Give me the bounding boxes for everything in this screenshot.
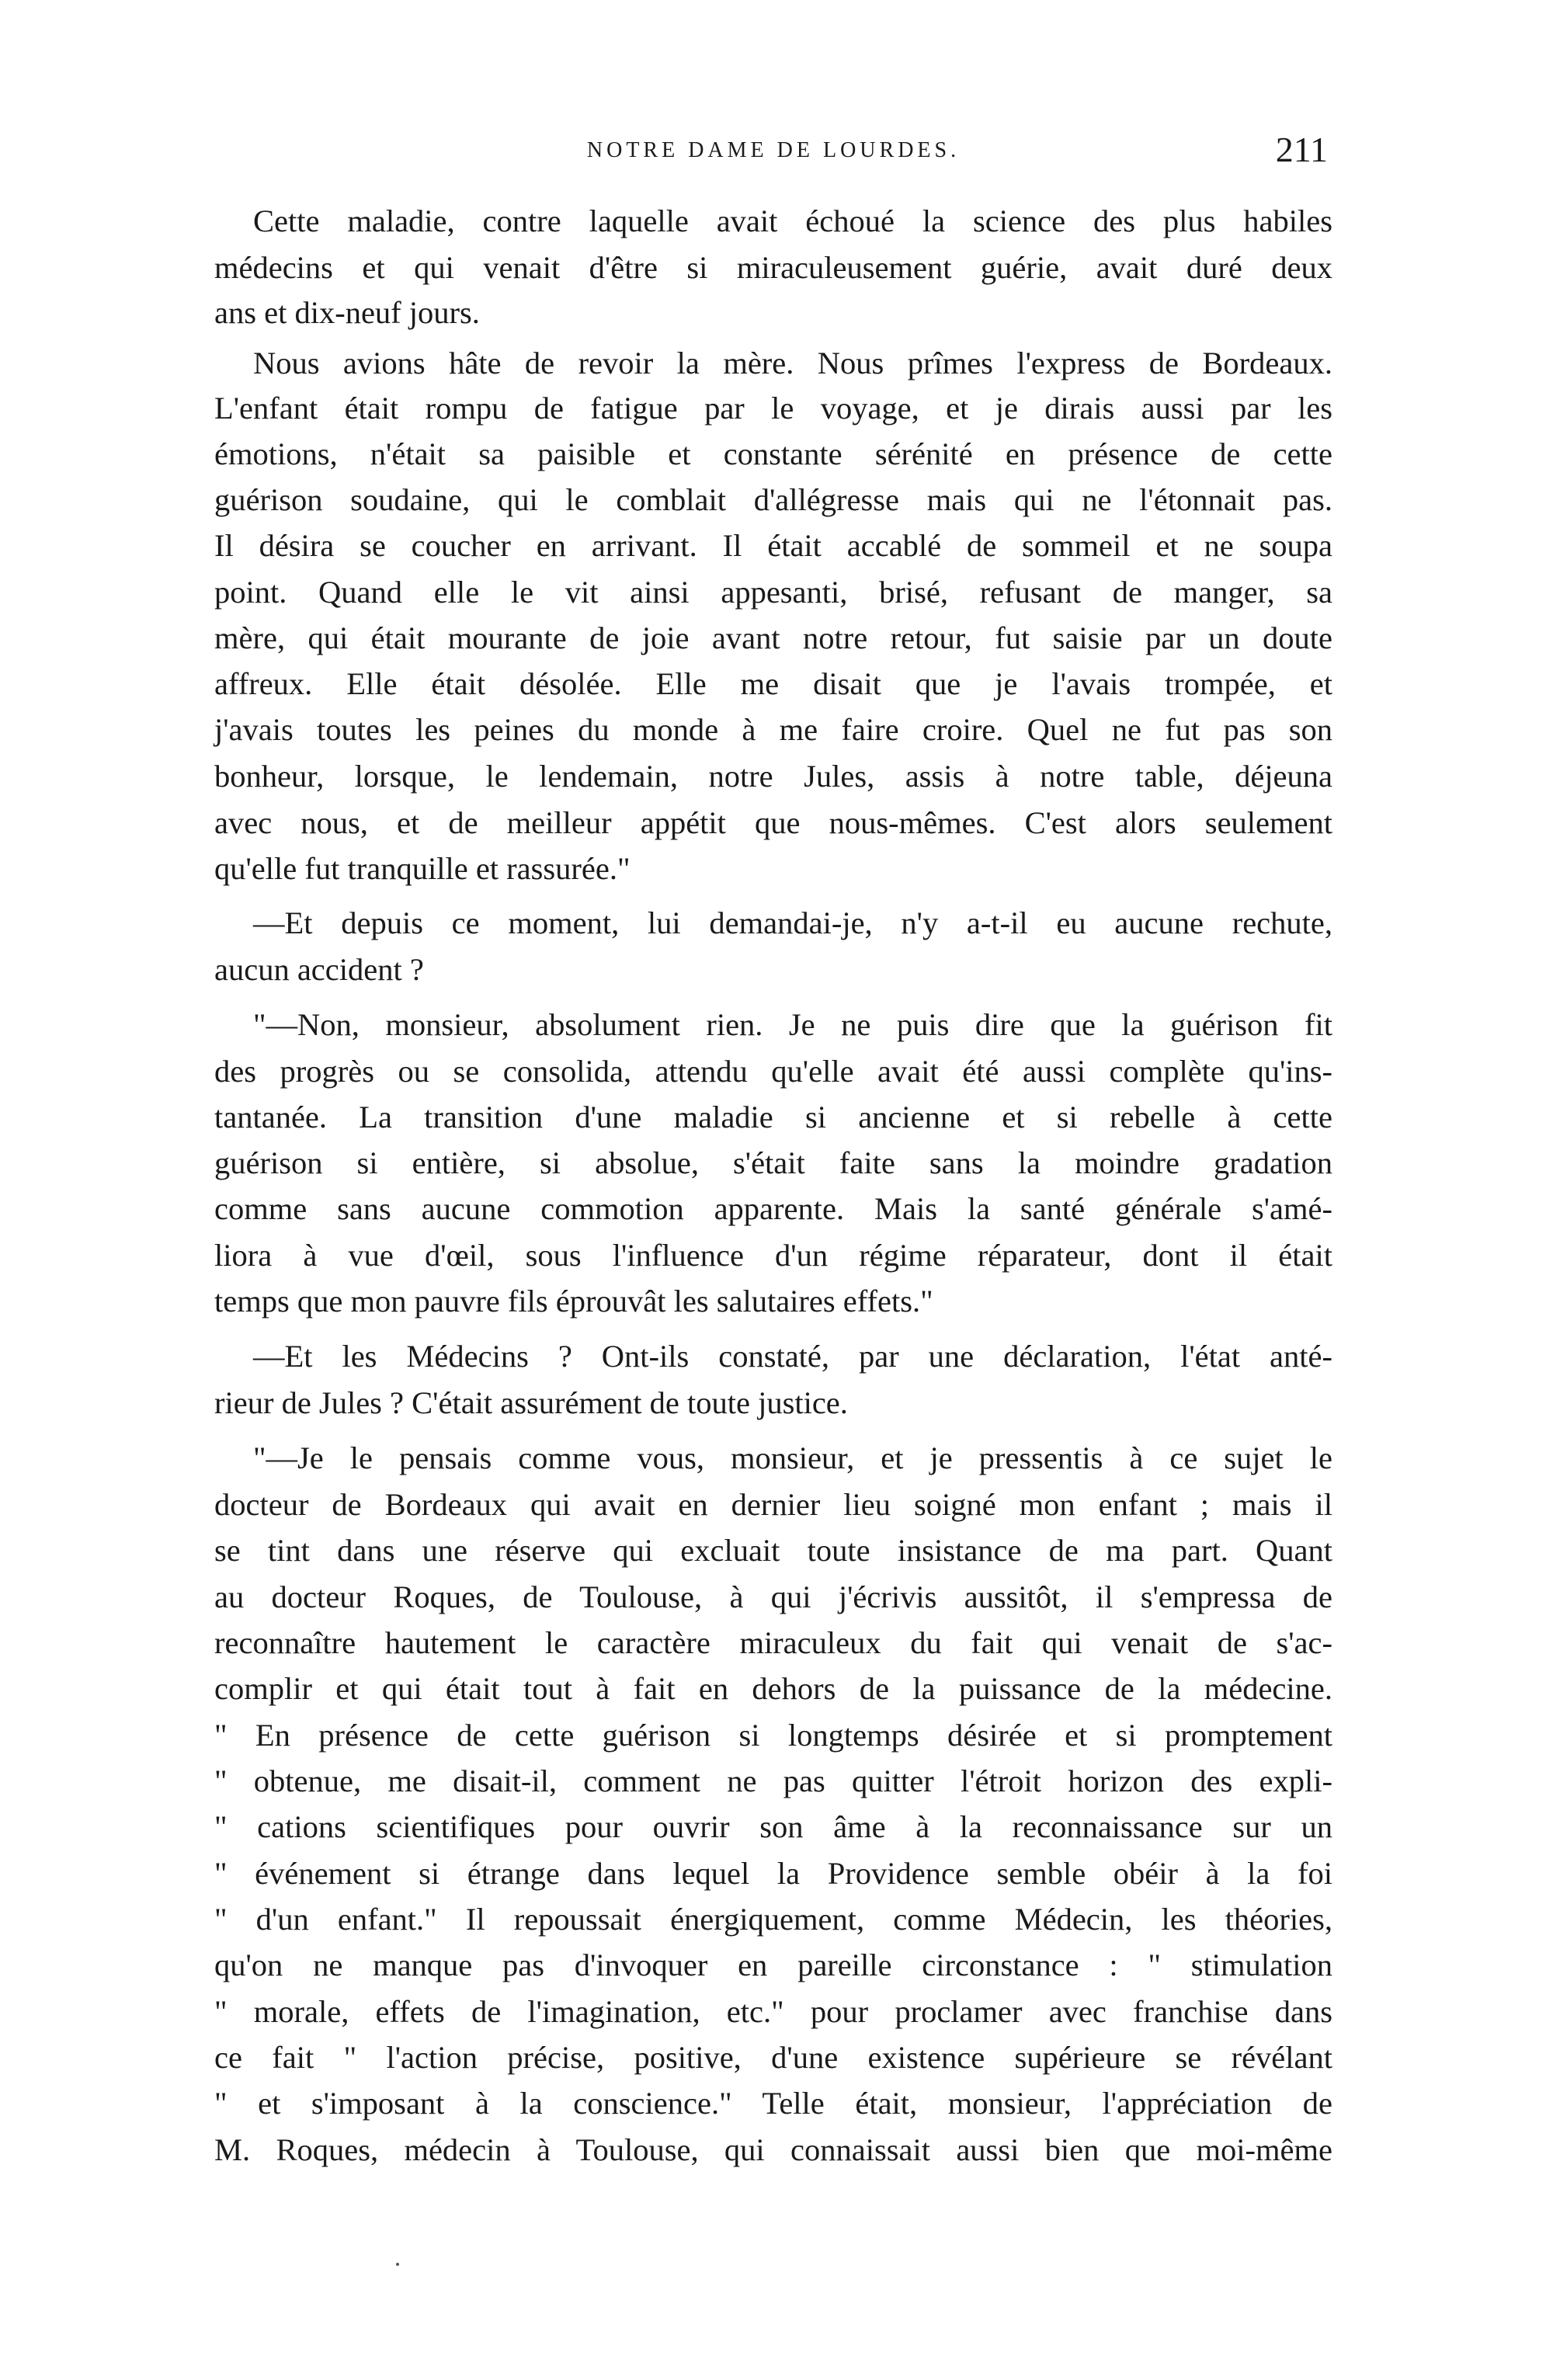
text-line: au docteur Roques, de Toulouse, à qui j'écrivis aussitôt, il s'empressa de [214, 1579, 1332, 1614]
text-line: temps que mon pauvre fils éprouvât les salutaires effets." [214, 1284, 933, 1319]
text-line: docteur de Bordeaux qui avait en dernier lieu soigné mon enfant ; mais il [214, 1487, 1332, 1522]
text-line: complir et qui était tout à fait en dehors de la puissance de la médecine. [214, 1671, 1332, 1706]
text-line: j'avais toutes les peines du monde à me faire croire. Quel ne fut pas son [214, 712, 1332, 747]
text-line: " et s'imposant à la conscience." Telle était, monsieur, l'appréciation de [214, 2086, 1332, 2121]
text-line: des progrès ou se consolida, attendu qu'elle avait été aussi complète qu'ins- [214, 1054, 1332, 1089]
text-line: aucun accident ? [214, 952, 424, 987]
ink-speck [396, 2263, 399, 2266]
text-line: comme sans aucune commotion apparente. Mais la santé générale s'amé- [214, 1191, 1332, 1226]
text-line: " cations scientifiques pour ouvrir son âme à la reconnaissance sur un [214, 1809, 1332, 1844]
text-line: se tint dans une réserve qui excluait toute insistance de ma part. Quant [214, 1533, 1332, 1568]
running-head [214, 127, 1332, 177]
text-line: point. Quand elle le vit ainsi appesanti, brisé, refusant de manger, sa [214, 575, 1332, 610]
running-title: NOTRE DAME DE LOURDES. [586, 138, 961, 162]
text-line: Il désira se coucher en arrivant. Il était accablé de sommeil et ne soupa [214, 528, 1332, 563]
text-line: médecins et qui venait d'être si miraculeusement guérie, avait duré deux [214, 250, 1332, 285]
text-line: —Et les Médecins ? Ont-ils constaté, par une déclaration, l'état anté- [253, 1339, 1332, 1374]
text-line: " événement si étrange dans lequel la Providence semble obéir à la foi [214, 1856, 1332, 1891]
text-line: rieur de Jules ? C'était assurément de toute justice. [214, 1385, 848, 1420]
text-line: —Et depuis ce moment, lui demandai-je, n'y a-t-il eu aucune rechute, [253, 905, 1332, 940]
text-line: qu'elle fut tranquille et rassurée." [214, 851, 631, 886]
page-number: 211 [1275, 130, 1328, 169]
text-line: avec nous, et de meilleur appétit que nous-mêmes. C'est alors seulement [214, 805, 1332, 840]
text-line: Nous avions hâte de revoir la mère. Nous prîmes l'express de Bordeaux. [253, 346, 1332, 380]
text-line: "—Je le pensais comme vous, monsieur, et je pressentis à ce sujet le [253, 1440, 1332, 1475]
text-line: " d'un enfant." Il repoussait énergiquement, comme Médecin, les théories, [214, 1902, 1332, 1937]
text-line: guérison si entière, si absolue, s'était faite sans la moindre gradation [214, 1145, 1332, 1180]
text-line: liora à vue d'œil, sous l'influence d'un régime réparateur, dont il était [214, 1238, 1332, 1273]
text-line: " morale, effets de l'imagination, etc." pour proclamer avec franchise dans [214, 1994, 1332, 2029]
text-line: L'enfant était rompu de fatigue par le voyage, et je dirais aussi par les [214, 391, 1332, 426]
text-line: ce fait " l'action précise, positive, d'une existence supérieure se révélant [214, 2040, 1332, 2075]
text-line: affreux. Elle était désolée. Elle me disait que je l'avais trompée, et [214, 666, 1332, 701]
text-line: "—Non, monsieur, absolument rien. Je ne puis dire que la guérison fit [253, 1007, 1332, 1042]
text-line: " obtenue, me disait-il, comment ne pas quitter l'étroit horizon des expli- [214, 1763, 1332, 1798]
text-line: M. Roques, médecin à Toulouse, qui connaissait aussi bien que moi-même [214, 2132, 1332, 2167]
text-line: Cette maladie, contre laquelle avait échoué la science des plus habiles [253, 203, 1332, 238]
text-line: ans et dix-neuf jours. [214, 295, 480, 330]
text-line: émotions, n'était sa paisible et constante sérénité en présence de cette [214, 436, 1332, 471]
text-line: qu'on ne manque pas d'invoquer en pareille circonstance : " stimulation [214, 1947, 1332, 1982]
text-line: bonheur, lorsque, le lendemain, notre Jules, assis à notre table, déjeuna [214, 759, 1332, 794]
text-line: mère, qui était mourante de joie avant notre retour, fut saisie par un doute [214, 620, 1332, 655]
text-line: tantanée. La transition d'une maladie si ancienne et si rebelle à cette [214, 1100, 1332, 1134]
text-line: " En présence de cette guérison si longtemps désirée et si promptement [214, 1718, 1332, 1753]
text-line: reconnaître hautement le caractère miraculeux du fait qui venait de s'ac- [214, 1625, 1332, 1660]
text-line: guérison soudaine, qui le comblait d'allégresse mais qui ne l'étonnait pas. [214, 482, 1332, 517]
